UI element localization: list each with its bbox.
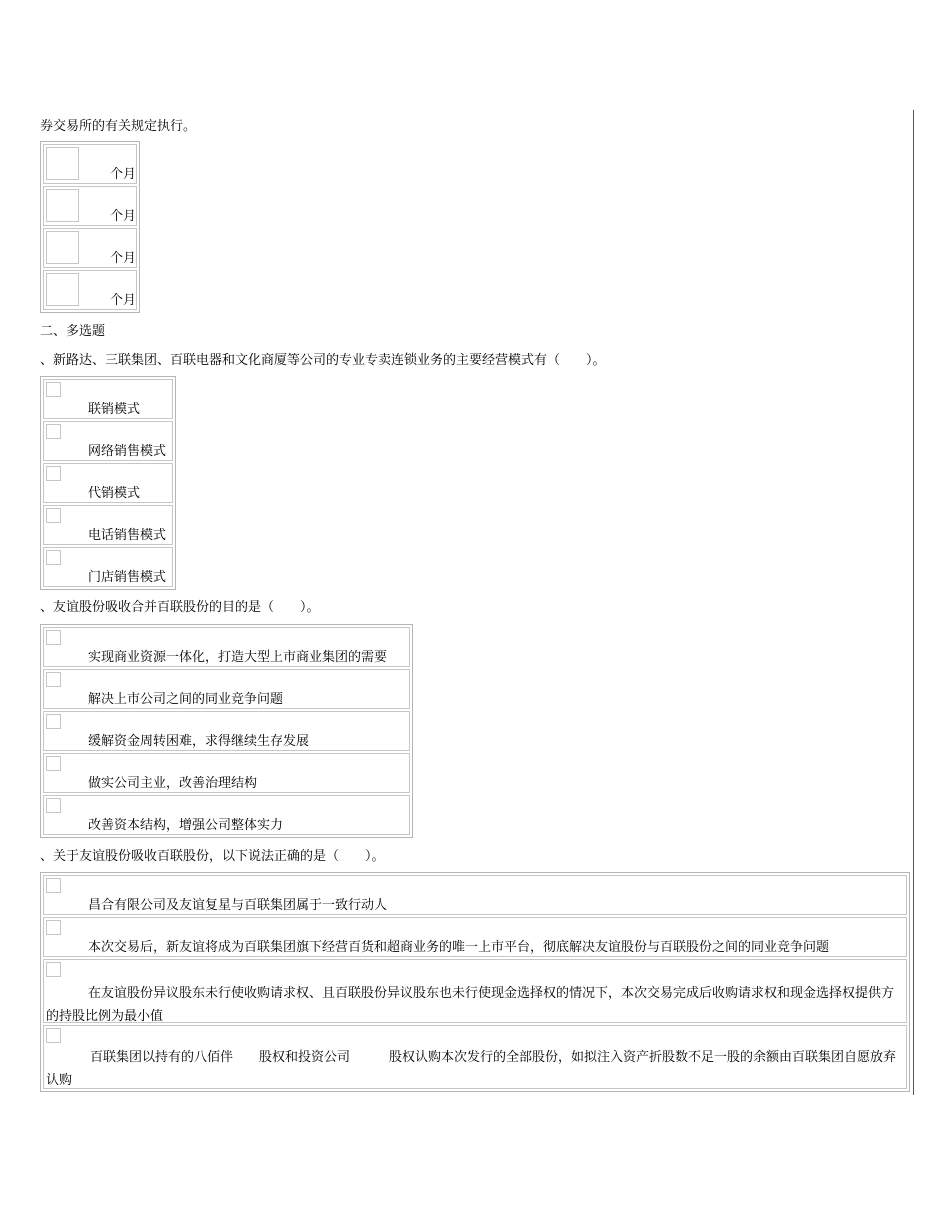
option-row[interactable]: 百联集团以持有的八佰伴 股权和投资公司 股权认购本次发行的全部股份，如拟注入资产折股数不足一股的余额由百联集团自愿放弃认购 — [43, 1025, 907, 1089]
intro-text: 券交易所的有关规定执行。 — [40, 119, 197, 134]
right-border-line — [913, 110, 914, 1095]
month-option[interactable]: 个月 — [43, 186, 137, 226]
checkbox[interactable] — [46, 189, 79, 222]
section-title: 二、多选题 — [40, 324, 106, 339]
option-row[interactable]: 解决上市公司之间的同业竞争问题 — [43, 669, 410, 709]
option-row[interactable]: 昌合有限公司及友谊复星与百联集团属于一致行动人 — [43, 875, 907, 915]
checkbox[interactable] — [46, 630, 61, 645]
checkbox[interactable] — [46, 424, 61, 439]
option-row[interactable]: 实现商业资源一体化，打造大型上市商业集团的需要 — [43, 627, 410, 667]
option-row[interactable]: 在友谊股份异议股东未行使收购请求权、且百联股份异议股东也未行使现金选择权的情况下，本次交易完成后收购请求权和现金选择权提供方的持股比例为最小值 — [43, 959, 907, 1023]
checkbox[interactable] — [46, 756, 61, 771]
checkbox[interactable] — [46, 798, 61, 813]
option-row[interactable]: 代销模式 — [43, 463, 173, 503]
month-options-table — [40, 141, 140, 313]
month-option[interactable]: 个月 — [43, 270, 137, 310]
checkbox[interactable] — [46, 550, 61, 565]
option-row[interactable]: 联销模式 — [43, 379, 173, 419]
question-stem: 、关于友谊股份吸收百联股份，以下说法正确的是（ ）。 — [40, 849, 385, 864]
checkbox[interactable] — [46, 466, 61, 481]
month-option[interactable]: 个月 — [43, 228, 137, 268]
question-1-options — [40, 376, 176, 590]
option-row[interactable]: 网络销售模式 — [43, 421, 173, 461]
checkbox[interactable] — [46, 508, 61, 523]
checkbox[interactable] — [46, 962, 61, 977]
checkbox[interactable] — [46, 231, 79, 264]
question-stem: 、友谊股份吸收合并百联股份的目的是（ ）。 — [40, 600, 320, 615]
checkbox[interactable] — [46, 273, 79, 306]
question-3-options — [40, 872, 910, 1092]
option-row[interactable]: 改善资本结构，增强公司整体实力 — [43, 795, 410, 835]
month-option[interactable]: 个月 — [43, 144, 137, 184]
option-row[interactable]: 缓解资金周转困难，求得继续生存发展 — [43, 711, 410, 751]
checkbox[interactable] — [46, 1028, 61, 1043]
question-2-options — [40, 624, 413, 838]
option-row[interactable]: 电话销售模式 — [43, 505, 173, 545]
option-row[interactable]: 做实公司主业，改善治理结构 — [43, 753, 410, 793]
checkbox[interactable] — [46, 920, 61, 935]
question-stem: 、新路达、三联集团、百联电器和文化商厦等公司的专业专卖连锁业务的主要经营模式有（ ）。 — [40, 353, 606, 368]
checkbox[interactable] — [46, 878, 61, 893]
checkbox[interactable] — [46, 714, 61, 729]
option-row[interactable]: 本次交易后，新友谊将成为百联集团旗下经营百货和超商业务的唯一上市平台，彻底解决友谊股份与百联股份之间的同业竞争问题 — [43, 917, 907, 957]
checkbox[interactable] — [46, 382, 61, 397]
checkbox[interactable] — [46, 147, 79, 180]
checkbox[interactable] — [46, 672, 61, 687]
option-row[interactable]: 门店销售模式 — [43, 547, 173, 587]
